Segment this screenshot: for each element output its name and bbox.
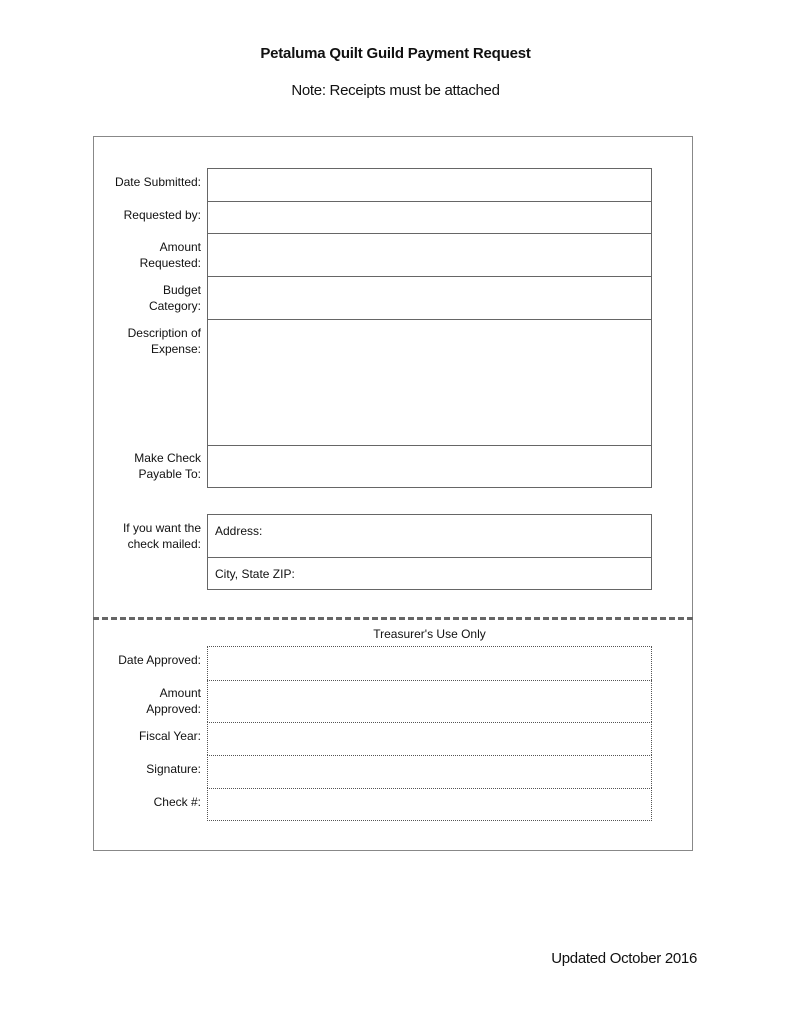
treasurer-divider <box>93 617 693 620</box>
city-state-zip-label: City, State ZIP: <box>215 567 295 581</box>
mail-check-label-line2: check mailed: <box>127 537 201 551</box>
updated-date: Updated October 2016 <box>551 950 697 967</box>
budget-category-label-line2: Category: <box>148 299 201 313</box>
receipts-note: Note: Receipts must be attached <box>291 82 500 99</box>
fiscal-year-field[interactable] <box>207 722 652 755</box>
description-label-line2: Expense: <box>150 342 201 356</box>
amount-requested-field[interactable] <box>207 233 652 276</box>
amount-requested-label-line2: Requested: <box>139 256 201 270</box>
signature-field[interactable] <box>207 755 652 788</box>
mail-check-label <box>123 520 201 552</box>
description-field[interactable] <box>207 319 652 445</box>
address-label: Address: <box>215 524 263 538</box>
city-state-zip-field[interactable] <box>207 557 652 590</box>
payable-to-field[interactable] <box>207 445 652 488</box>
date-approved-field[interactable] <box>207 646 652 680</box>
make-check-label <box>134 450 201 482</box>
make-check-label-line2: Payable To: <box>138 467 201 481</box>
check-number-field[interactable] <box>207 788 652 821</box>
amount-requested-label <box>140 239 201 271</box>
fiscal-year-label: Fiscal Year: <box>138 729 201 743</box>
amount-approved-label-line2: Approved: <box>146 702 201 716</box>
requested-by-field[interactable] <box>207 201 652 233</box>
form-title: Petaluma Quilt Guild Payment Request <box>260 45 531 62</box>
signature-label: Signature: <box>146 762 201 776</box>
budget-category-label-line1: Budget <box>162 283 201 297</box>
amount-requested-label-line1: Amount <box>159 240 201 254</box>
budget-category-label <box>149 282 201 314</box>
make-check-label-line1: Make Check <box>134 451 201 465</box>
treasurer-heading: Treasurer's Use Only <box>373 627 486 641</box>
mail-check-label-line1: If you want the <box>122 521 201 535</box>
check-number-label: Check #: <box>153 795 201 809</box>
requested-by-label: Requested by: <box>123 208 201 222</box>
budget-category-field[interactable] <box>207 276 652 319</box>
date-submitted-field[interactable] <box>207 168 652 201</box>
description-label-line1: Description of <box>127 326 201 340</box>
date-approved-label: Date Approved: <box>118 653 201 667</box>
amount-approved-field[interactable] <box>207 680 652 722</box>
address-field[interactable] <box>207 514 652 557</box>
date-submitted-label: Date Submitted: <box>114 175 201 189</box>
amount-approved-label-line1: Amount <box>159 686 201 700</box>
description-label <box>128 325 201 357</box>
amount-approved-label <box>146 685 201 717</box>
